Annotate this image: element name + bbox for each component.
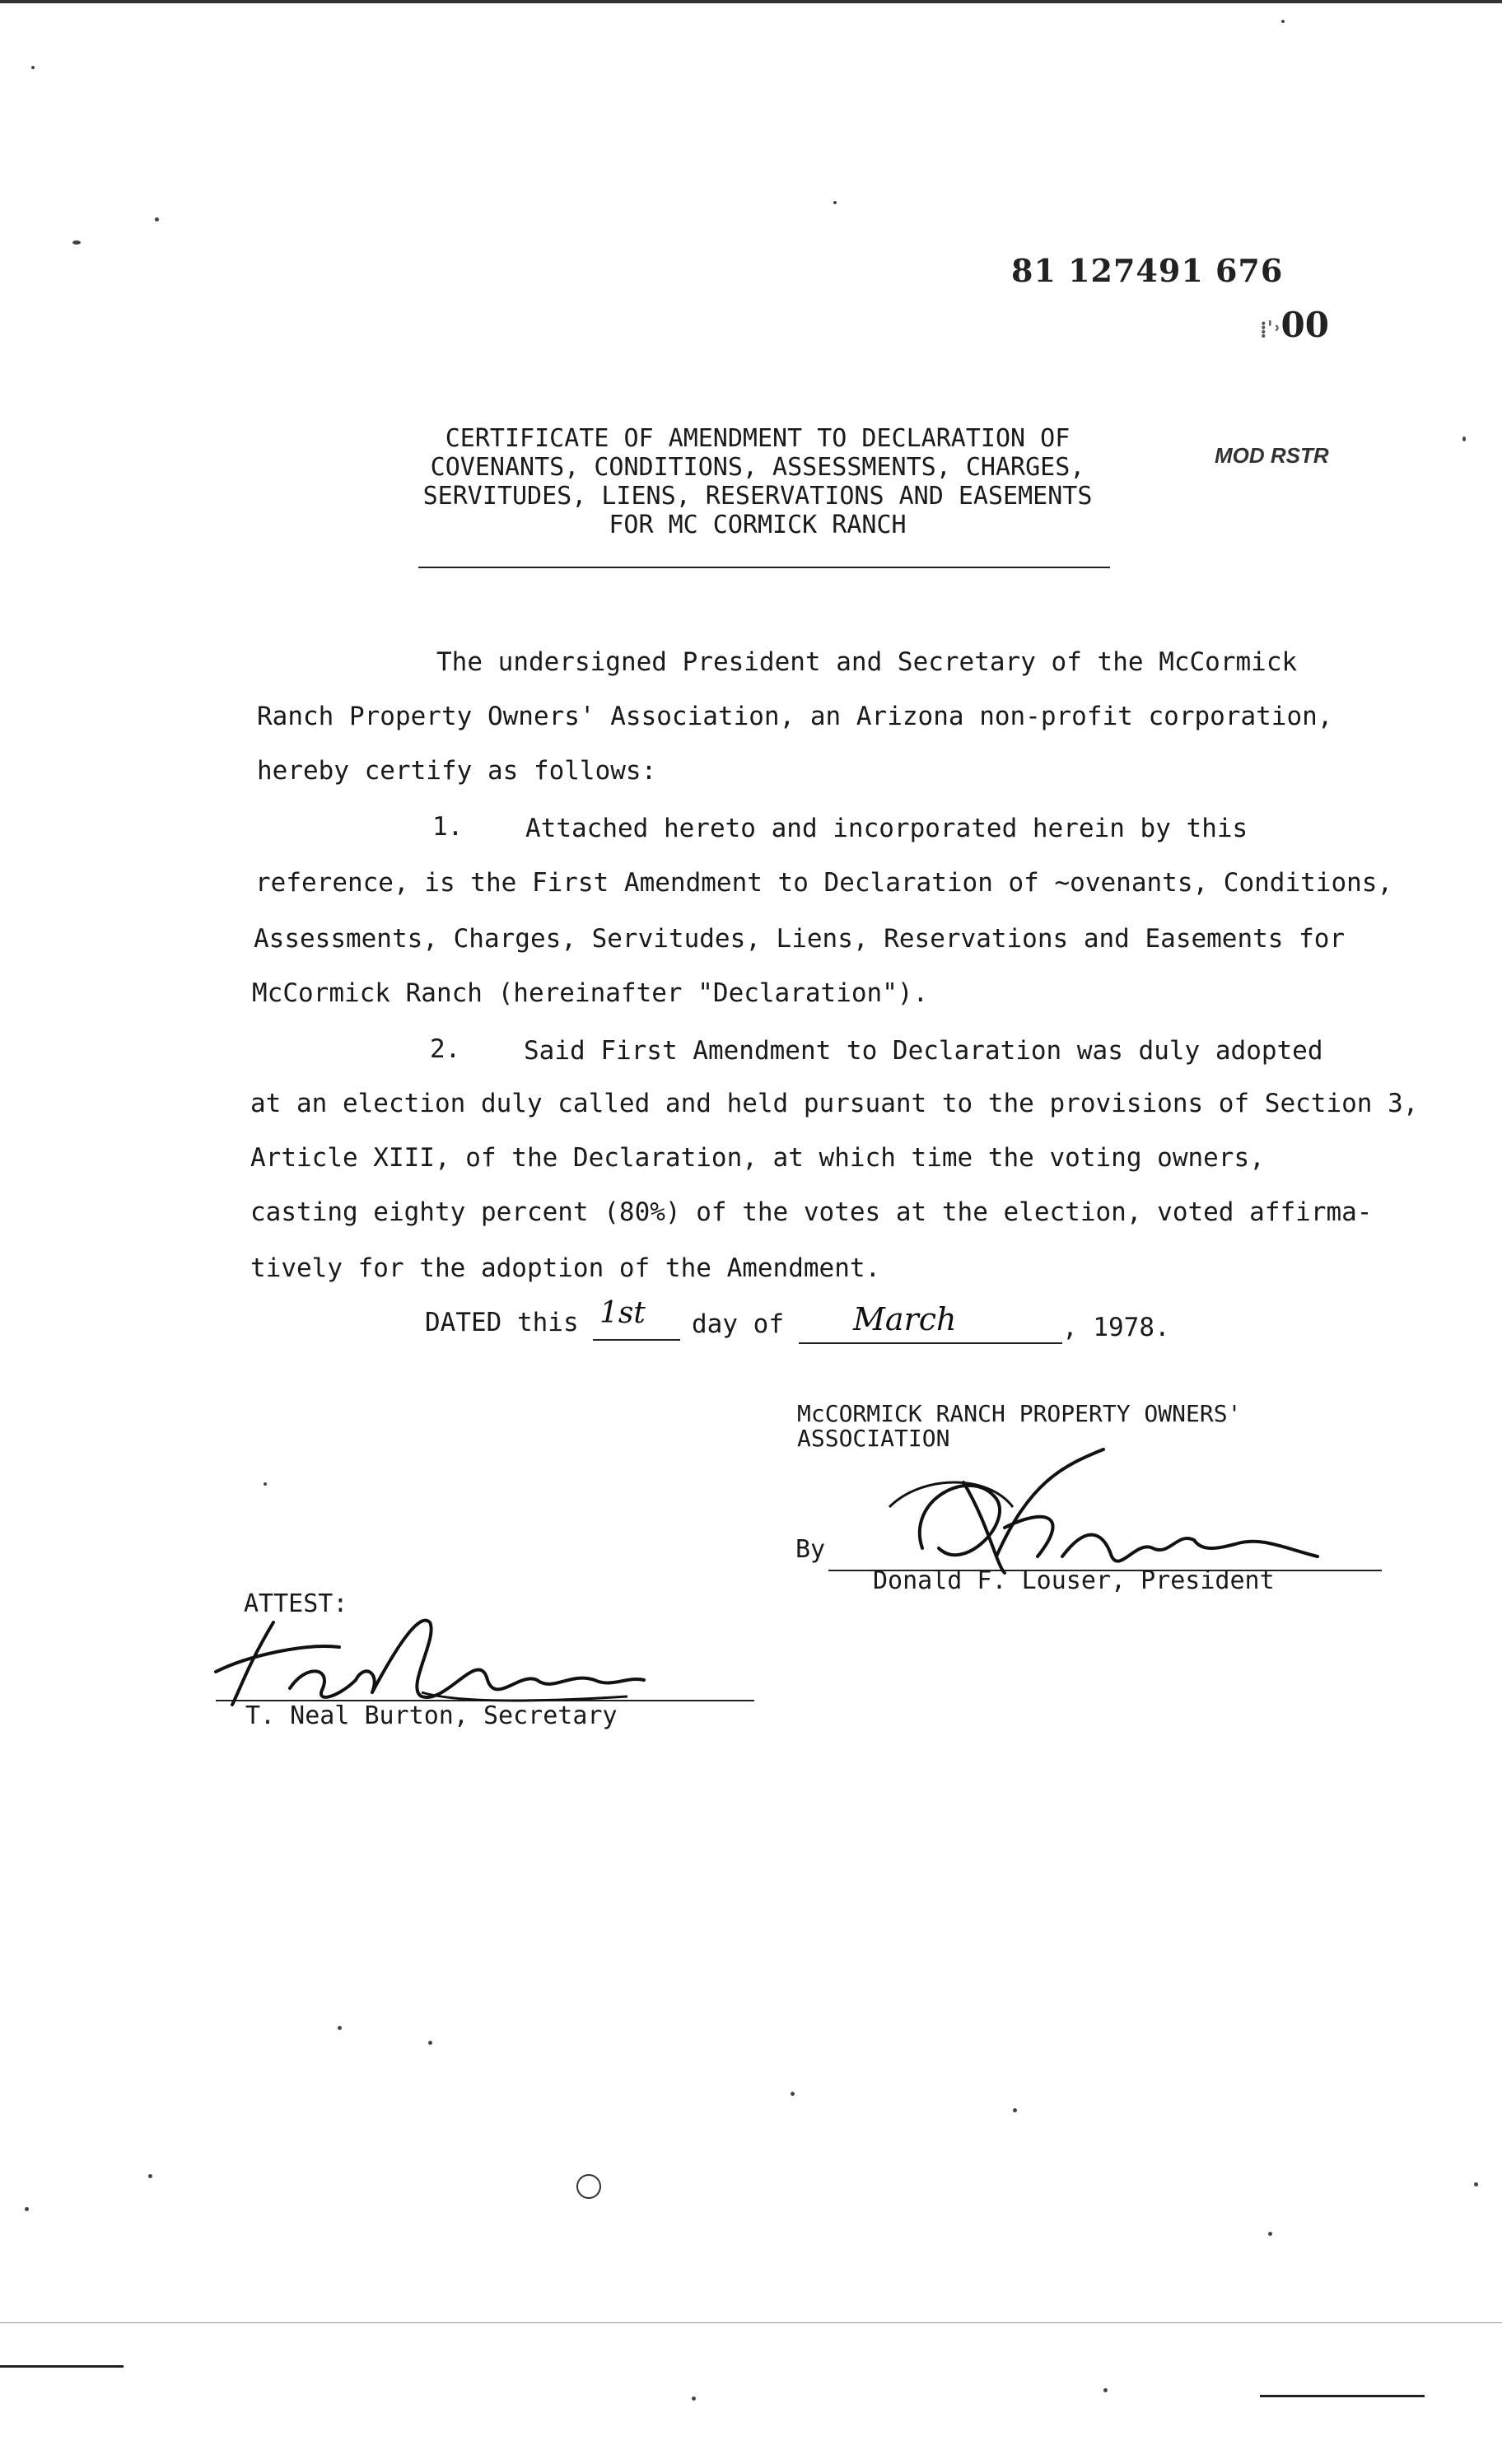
intro-line-2: Ranch Property Owners' Association, an Arizona non-profit corporation, xyxy=(257,702,1333,731)
item-2-line-5: tively for the adoption of the Amendment. xyxy=(250,1253,881,1283)
attest-label: ATTEST: xyxy=(244,1589,348,1618)
president-signature xyxy=(873,1449,1334,1589)
speck xyxy=(25,2207,29,2211)
title-line-1: CERTIFICATE OF AMENDMENT TO DECLARATION OF xyxy=(445,424,1071,453)
item-1-number: 1. xyxy=(432,812,464,842)
item-1-line-3: Assessments, Charges, Servitudes, Liens, Reservations and Easements for xyxy=(254,924,1346,954)
bottom-left-edge-line xyxy=(0,2365,124,2368)
association-name-line-1: McCORMICK RANCH PROPERTY OWNERS' xyxy=(797,1400,1242,1427)
item-2-line-3: Article XIII, of the Declaration, at which time the voting owners, xyxy=(250,1143,1265,1173)
speck xyxy=(148,2174,152,2178)
mod-note: MOD RSTR xyxy=(1215,443,1329,468)
speck xyxy=(1013,2108,1017,2112)
speck xyxy=(1268,2232,1272,2236)
item-1-line-1: Attached hereto and incorporated herein by this xyxy=(525,814,1248,843)
speck xyxy=(1103,2388,1108,2392)
title-line-2: COVENANTS, CONDITIONS, ASSESSMENTS, CHARGES, xyxy=(430,453,1085,482)
secretary-name: T. Neal Burton, Secretary xyxy=(245,1701,618,1730)
recording-fee: ⁞ˈ˒00 xyxy=(1260,305,1329,345)
speck xyxy=(338,2026,342,2030)
association-name-line-2: ASSOCIATION xyxy=(797,1425,950,1452)
speck xyxy=(1281,20,1285,23)
item-2-line-1: Said First Amendment to Declaration was duly adopted xyxy=(524,1036,1323,1066)
by-label: By xyxy=(795,1535,826,1564)
title-underline xyxy=(418,567,1110,568)
bottom-right-edge-line xyxy=(1260,2395,1425,2397)
speck xyxy=(428,2041,432,2045)
dated-middle: day of xyxy=(692,1309,784,1339)
speck xyxy=(155,217,159,222)
day-blank xyxy=(593,1339,680,1341)
item-2-line-4: casting eighty percent (80%) of the votes at the election, voted affirma- xyxy=(250,1197,1373,1227)
president-name: Donald F. Louser, President xyxy=(873,1566,1275,1595)
speck xyxy=(692,2396,696,2401)
dated-prefix: DATED this xyxy=(425,1308,579,1337)
speck xyxy=(1474,2182,1478,2186)
top-edge-line xyxy=(0,0,1502,3)
item-1-line-4: McCormick Ranch (hereinafter "Declaration"). xyxy=(252,978,929,1008)
dated-day: 1st xyxy=(599,1296,646,1330)
secretary-signature xyxy=(216,1598,677,1721)
intro-line-1: The undersigned President and Secretary of the McCormick xyxy=(436,647,1298,677)
speck xyxy=(576,2174,601,2199)
speck xyxy=(31,66,35,69)
speck xyxy=(791,2092,795,2096)
document-title xyxy=(387,424,1128,539)
dated-year: , 1978. xyxy=(1062,1313,1170,1342)
dated-month: March xyxy=(853,1301,957,1337)
speck xyxy=(1462,436,1466,441)
recording-number: 81 127491 676 xyxy=(1011,252,1284,289)
month-blank xyxy=(799,1342,1062,1344)
intro-line-3: hereby certify as follows: xyxy=(257,756,657,786)
item-2-line-2: at an election duly called and held pursuant to the provisions of Section 3, xyxy=(250,1089,1419,1118)
bottom-noise-line xyxy=(0,2322,1502,2323)
speck xyxy=(72,240,81,245)
item-1-line-2: reference, is the First Amendment to Declaration of ~ovenants, Conditions, xyxy=(255,868,1393,898)
title-line-4: FOR MC CORMICK RANCH xyxy=(609,511,907,539)
speck xyxy=(264,1482,267,1486)
fee-value: 00 xyxy=(1280,305,1329,345)
speck xyxy=(833,201,837,204)
item-2-number: 2. xyxy=(430,1034,461,1064)
title-line-3: SERVITUDES, LIENS, RESERVATIONS AND EASEMENTS xyxy=(422,482,1093,511)
